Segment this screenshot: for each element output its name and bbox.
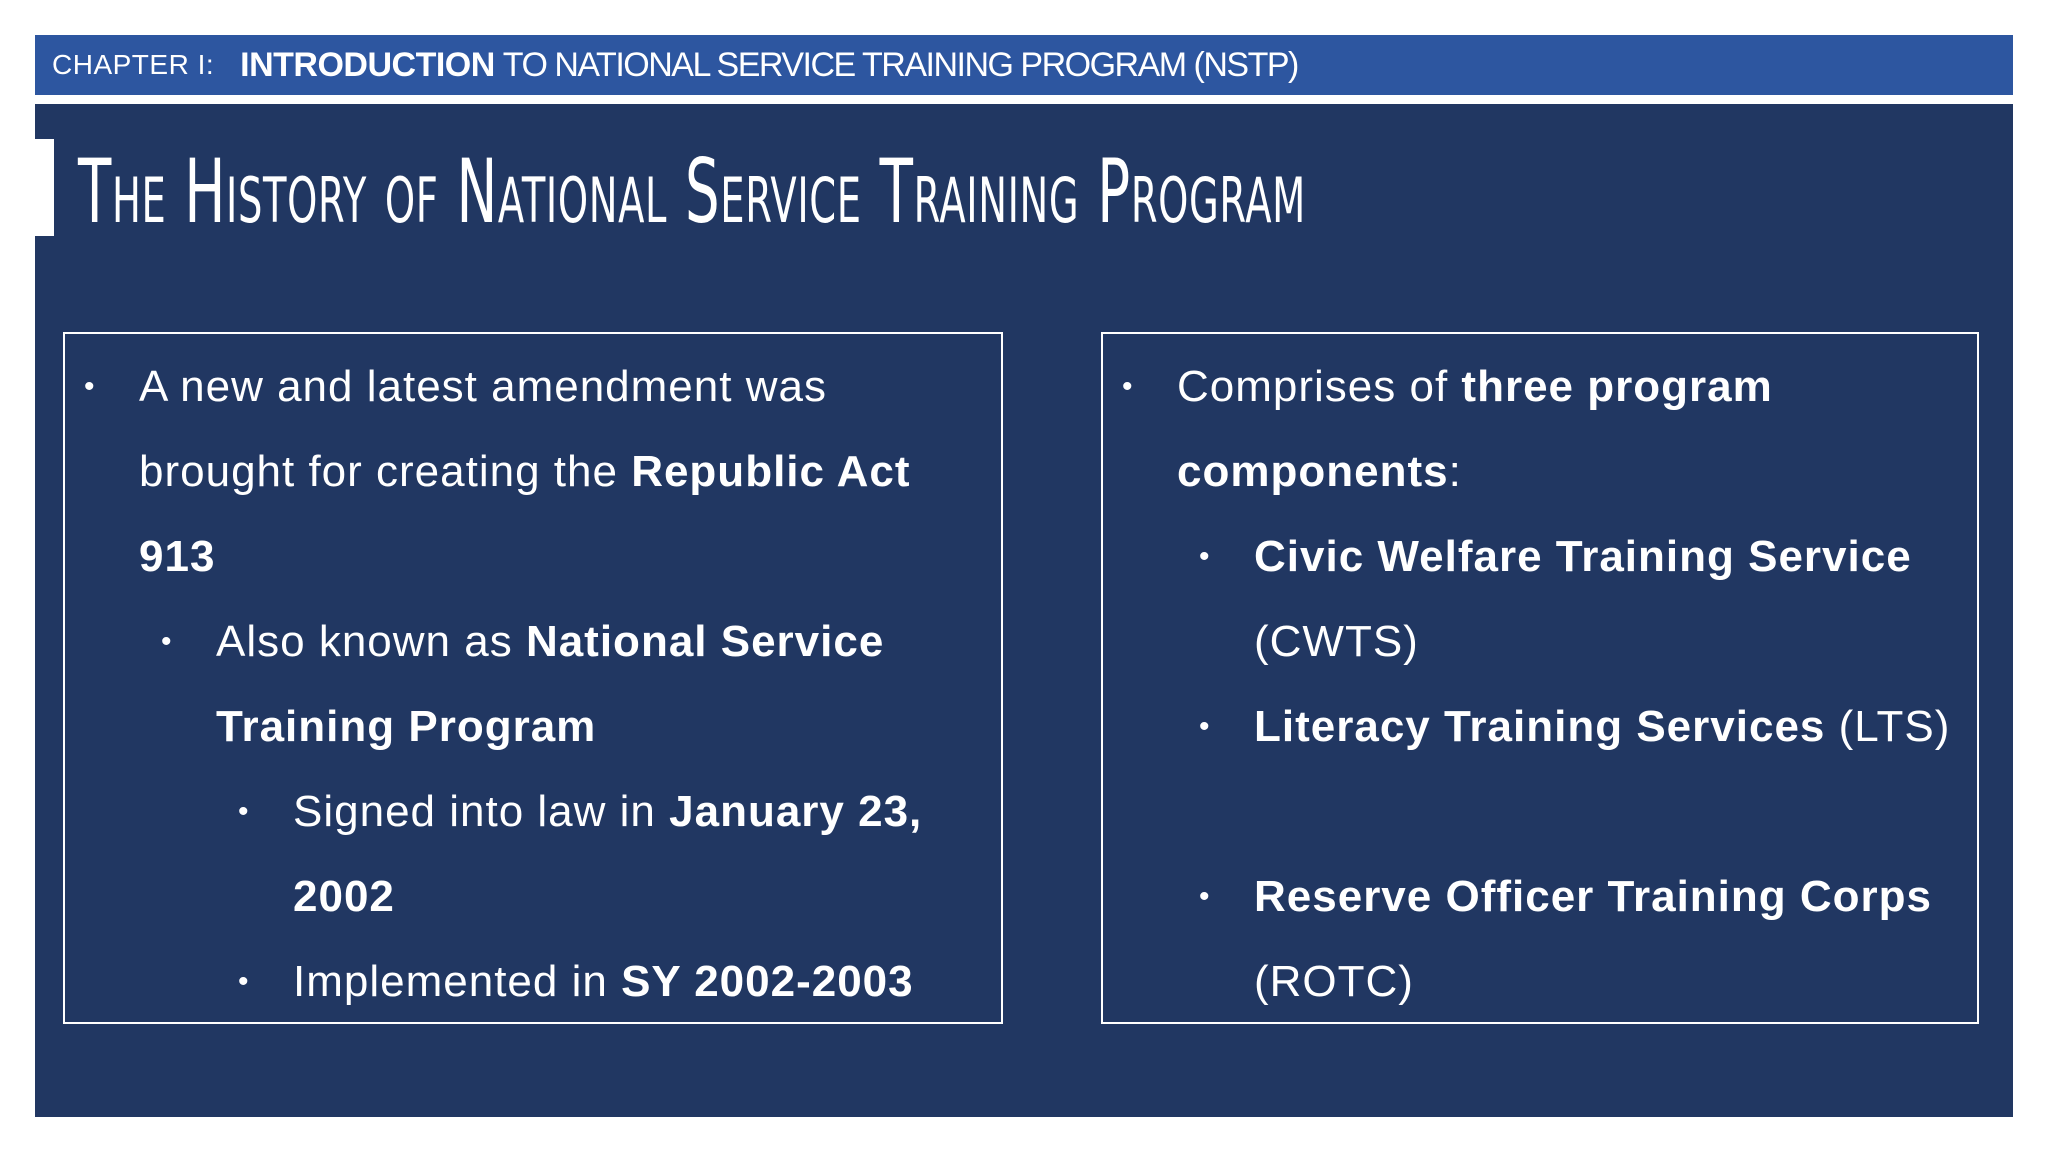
item-text: Comprises of (1177, 362, 1462, 411)
list-item (1122, 344, 1937, 514)
chapter-label: CHAPTER I: (52, 49, 215, 80)
item-text: : (1448, 447, 1462, 496)
component-name: Literacy Training Services (1254, 702, 1826, 751)
component-abbr: (LTS) (1825, 702, 1951, 751)
component-name: Reserve Officer Training Corps (1254, 872, 1932, 921)
component-abbr: (ROTC) (1254, 957, 1414, 1006)
item-text: A new and latest amendment was brought for creating the (139, 362, 827, 496)
component-name: Civic Welfare Training Service (1254, 532, 1912, 581)
item-bold-text: January 23, 2002 (293, 787, 923, 921)
item-bold-text: Republic Act 913 (139, 447, 911, 581)
list-item (1199, 514, 1974, 684)
item-text: Signed into law in (293, 787, 670, 836)
item-bold-text: National Service Training Program (216, 617, 885, 751)
slide-panel (35, 104, 2013, 1117)
title-accent-bar (35, 139, 54, 236)
bullet: • (238, 965, 250, 998)
list-item (1199, 854, 1974, 1024)
bullet: • (161, 625, 173, 658)
list-item (161, 599, 956, 769)
list-item (238, 769, 973, 939)
list-item (1199, 684, 1974, 769)
bullet: • (84, 370, 96, 403)
item-text: Also known as (216, 617, 526, 666)
bullet: • (1199, 880, 1211, 913)
chapter-header-bar (35, 35, 2013, 95)
list-item (238, 939, 993, 1024)
left-content-box (63, 332, 1003, 1024)
component-abbr: (CWTS) (1254, 617, 1419, 666)
right-content-box (1101, 332, 1979, 1024)
bullet: • (1199, 540, 1211, 573)
bullet: • (238, 795, 250, 828)
item-text: Implemented in (293, 957, 622, 1006)
bullet: • (1199, 710, 1211, 743)
chapter-subtitle: TO NATIONAL SERVICE TRAINING PROGRAM (NSTP) (502, 45, 1298, 84)
item-bold-text: three program components (1177, 362, 1773, 496)
slide-title: The History of National Service Training Program (78, 140, 1306, 243)
list-item (84, 344, 959, 599)
item-bold-text: SY 2002-2003 (621, 957, 914, 1006)
chapter-intro-label: INTRODUCTION (240, 45, 495, 84)
bullet: • (1122, 370, 1134, 403)
